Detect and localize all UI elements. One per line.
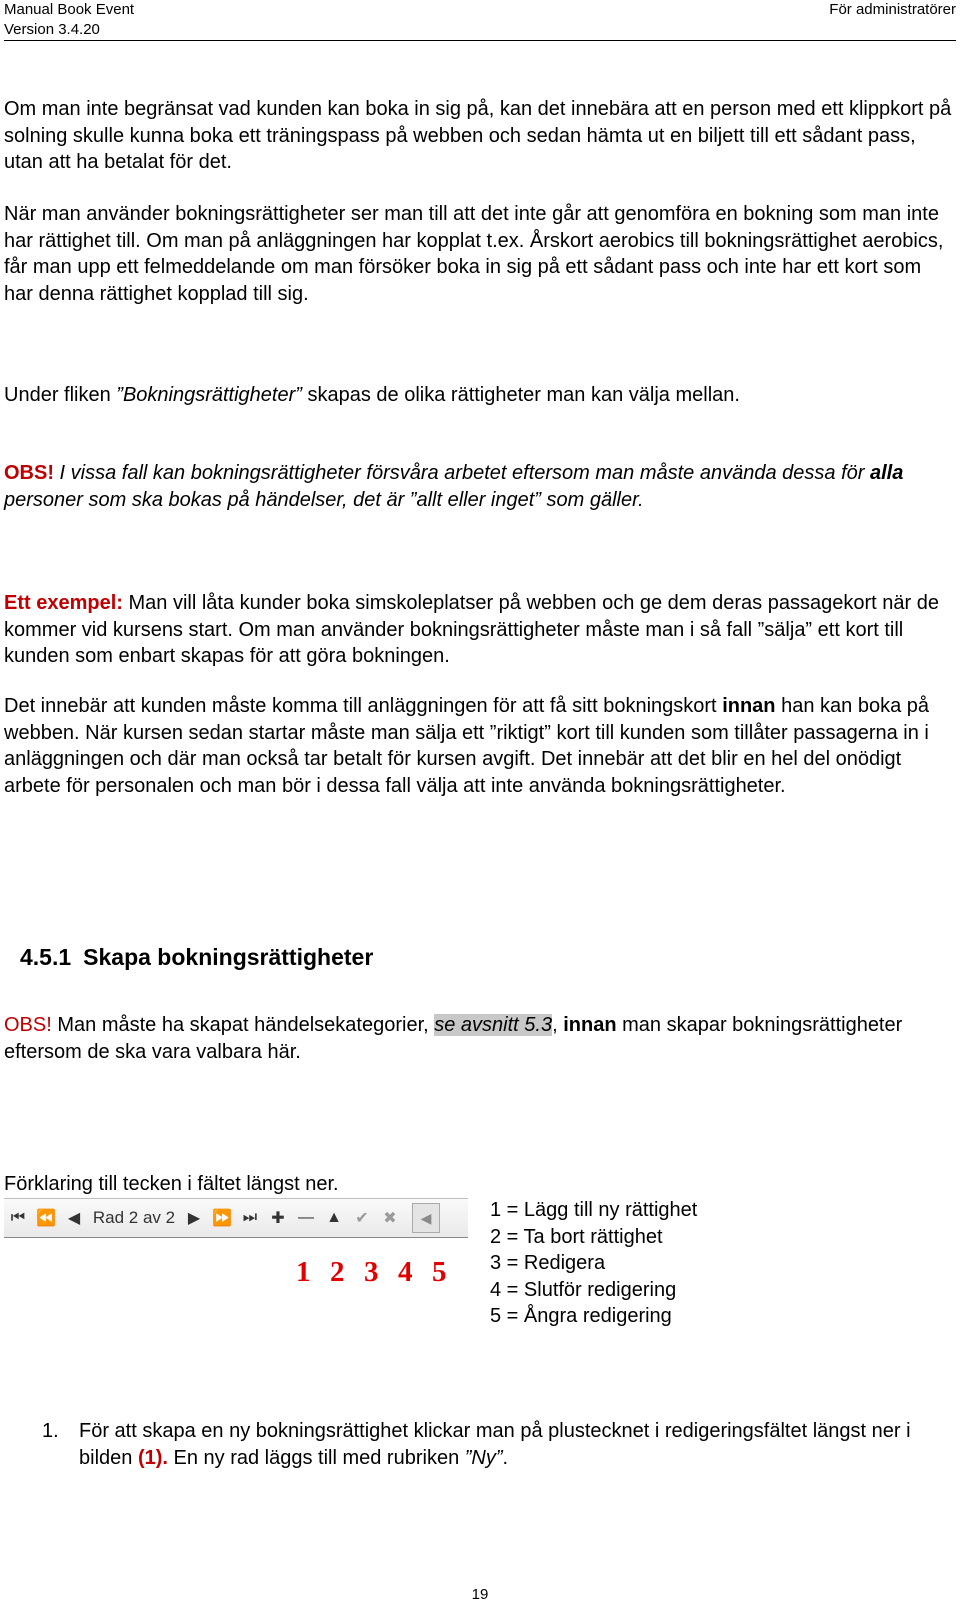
check-icon[interactable]: ✔ bbox=[355, 1210, 369, 1227]
legend-item: 5 = Ångra redigering bbox=[490, 1305, 672, 1327]
scroll-left-icon[interactable]: ◀ bbox=[412, 1203, 440, 1233]
intro-paragraph-2: När man använder bokningsrättigheter ser man till att det inte går att genomföra en bokning som man inte har rättighet till. Om man på anläggningen har kopplat t.ex. Årskort aerobics till bokningsrättighet aerobics, får man upp ett felmeddelande om man försöker boka in sig på ett sådant pass och inte har ett kort som har denna rättighet kopplad till sig. bbox=[4, 203, 944, 305]
step-text-2: En ny rad läggs till med rubriken bbox=[167, 1446, 465, 1469]
obs2-text-3: man skapar bokningsrättigheter eftersom de ska vara valbara här. bbox=[4, 1014, 903, 1063]
prev-page-icon[interactable]: ⏪ bbox=[36, 1210, 56, 1227]
doc-title: Manual Book Event bbox=[4, 1, 135, 18]
next-record-icon[interactable]: ▶ bbox=[187, 1210, 201, 1227]
consequence-paragraph bbox=[4, 693, 954, 799]
plus-icon[interactable]: ✚ bbox=[271, 1210, 285, 1227]
tab-note-before: Under fliken bbox=[4, 384, 117, 406]
callout-3: 3 bbox=[364, 1256, 379, 1288]
step-text-1: För att skapa en ny bokningsrättighet klickar man på plustecknet i redigeringsfältet längst ner i bilden bbox=[79, 1420, 911, 1469]
tab-name: ”Bokningsrättigheter” bbox=[116, 384, 302, 406]
up-triangle-icon[interactable]: ▲ bbox=[326, 1209, 342, 1226]
obs2-label: OBS! bbox=[4, 1014, 52, 1036]
legend-item: 1 = Lägg till ny rättighet bbox=[490, 1199, 698, 1221]
tab-note bbox=[4, 382, 954, 409]
example-label: Ett exempel: bbox=[4, 592, 123, 614]
page-header bbox=[4, 0, 956, 41]
callout-numbers bbox=[296, 1256, 466, 1289]
obs2-text-2: , bbox=[552, 1014, 564, 1036]
callout-4: 4 bbox=[398, 1256, 413, 1288]
step-text bbox=[79, 1418, 949, 1471]
figure-caption: Förklaring till tecken i fältet längst ner. bbox=[4, 1173, 339, 1195]
consequence-text-1: Det innebär att kunden måste komma till anläggningen för att få sitt bokningskort bbox=[4, 695, 723, 717]
first-record-icon[interactable]: ⏮ bbox=[10, 1209, 26, 1226]
section-number: 4.5.1 bbox=[20, 944, 72, 970]
last-record-icon[interactable]: ⏭ bbox=[242, 1209, 258, 1226]
prev-record-icon[interactable]: ◀ bbox=[67, 1210, 81, 1227]
record-position-label: Rad 2 av 2 bbox=[92, 1208, 176, 1227]
step-text-3: . bbox=[502, 1446, 509, 1469]
callout-2: 2 bbox=[330, 1256, 345, 1288]
step-number: 1. bbox=[42, 1420, 59, 1442]
obs-prerequisite bbox=[4, 1012, 954, 1065]
legend-item: 2 = Ta bort rättighet bbox=[490, 1225, 663, 1248]
obs-label: OBS! bbox=[4, 462, 54, 484]
obs-text-2: personer som ska bokas på händelser, det är ”allt eller inget” som gäller. bbox=[4, 488, 644, 511]
obs-text-1: I vissa fall kan bokningsrättigheter försvåra arbetet eftersom man måste använda dessa för bbox=[54, 462, 870, 484]
consequence-text-2: han kan boka på webben. När kursen sedan startar måste man sälja ett ”riktigt” kort till kunden som tillåter passagerna in i anläggningen och där man också tar betalt för kursen avgift. Det innebär att det blir en hel del onödigt arbete för personalen och man bör i dessa fall välja att inte använda bokningsrättigheter. bbox=[4, 695, 929, 797]
legend-item: 4 = Slutför redigering bbox=[490, 1278, 677, 1301]
obs-warning bbox=[4, 460, 954, 513]
doc-audience: För administratörer bbox=[829, 1, 956, 18]
section-heading bbox=[20, 944, 373, 971]
step-new-label: ”Ny” bbox=[464, 1446, 503, 1469]
callout-5: 5 bbox=[432, 1256, 447, 1288]
obs2-text-1: Man måste ha skapat händelsekategorier, bbox=[51, 1014, 435, 1036]
header-left bbox=[4, 0, 134, 40]
x-icon[interactable]: ✖ bbox=[383, 1210, 397, 1227]
legend-item: 3 = Redigera bbox=[490, 1252, 606, 1274]
page-number: 19 bbox=[471, 1586, 489, 1603]
example-text: Man vill låta kunder boka simskoleplatser på webben och ge dem deras passagekort när de kommer vid kursens start. Om man använder bokningsrättigheter måste man i så fall ”sälja” ett kort till kunden som enbart skapas för att göra bokningen. bbox=[4, 592, 939, 667]
tab-note-after: skapas de olika rättigheter man kan välja mellan. bbox=[301, 384, 740, 406]
next-page-icon[interactable]: ⏩ bbox=[212, 1210, 232, 1227]
section-title: Skapa bokningsrättigheter bbox=[83, 944, 374, 970]
record-navigator-toolbar bbox=[4, 1198, 468, 1238]
obs2-bold: innan bbox=[563, 1014, 617, 1036]
section-reference-link[interactable]: se avsnitt 5.3 bbox=[434, 1014, 553, 1036]
consequence-bold: innan bbox=[722, 695, 776, 717]
step-callout-ref: (1). bbox=[137, 1446, 168, 1469]
example-paragraph bbox=[4, 590, 954, 670]
minus-icon[interactable]: — bbox=[298, 1209, 314, 1226]
intro-paragraph-1: Om man inte begränsat vad kunden kan boka in sig på, kan det innebära att en person med ett klippkort på solning skulle kunna boka ett träningspass på webben och sedan hämta ut en biljett till ett sådant pass, utan att ha betalat för det. bbox=[4, 98, 952, 173]
icon-legend bbox=[490, 1197, 697, 1330]
callout-1: 1 bbox=[296, 1256, 311, 1288]
doc-version: Version 3.4.20 bbox=[4, 21, 100, 38]
obs-bold: alla bbox=[869, 462, 904, 484]
